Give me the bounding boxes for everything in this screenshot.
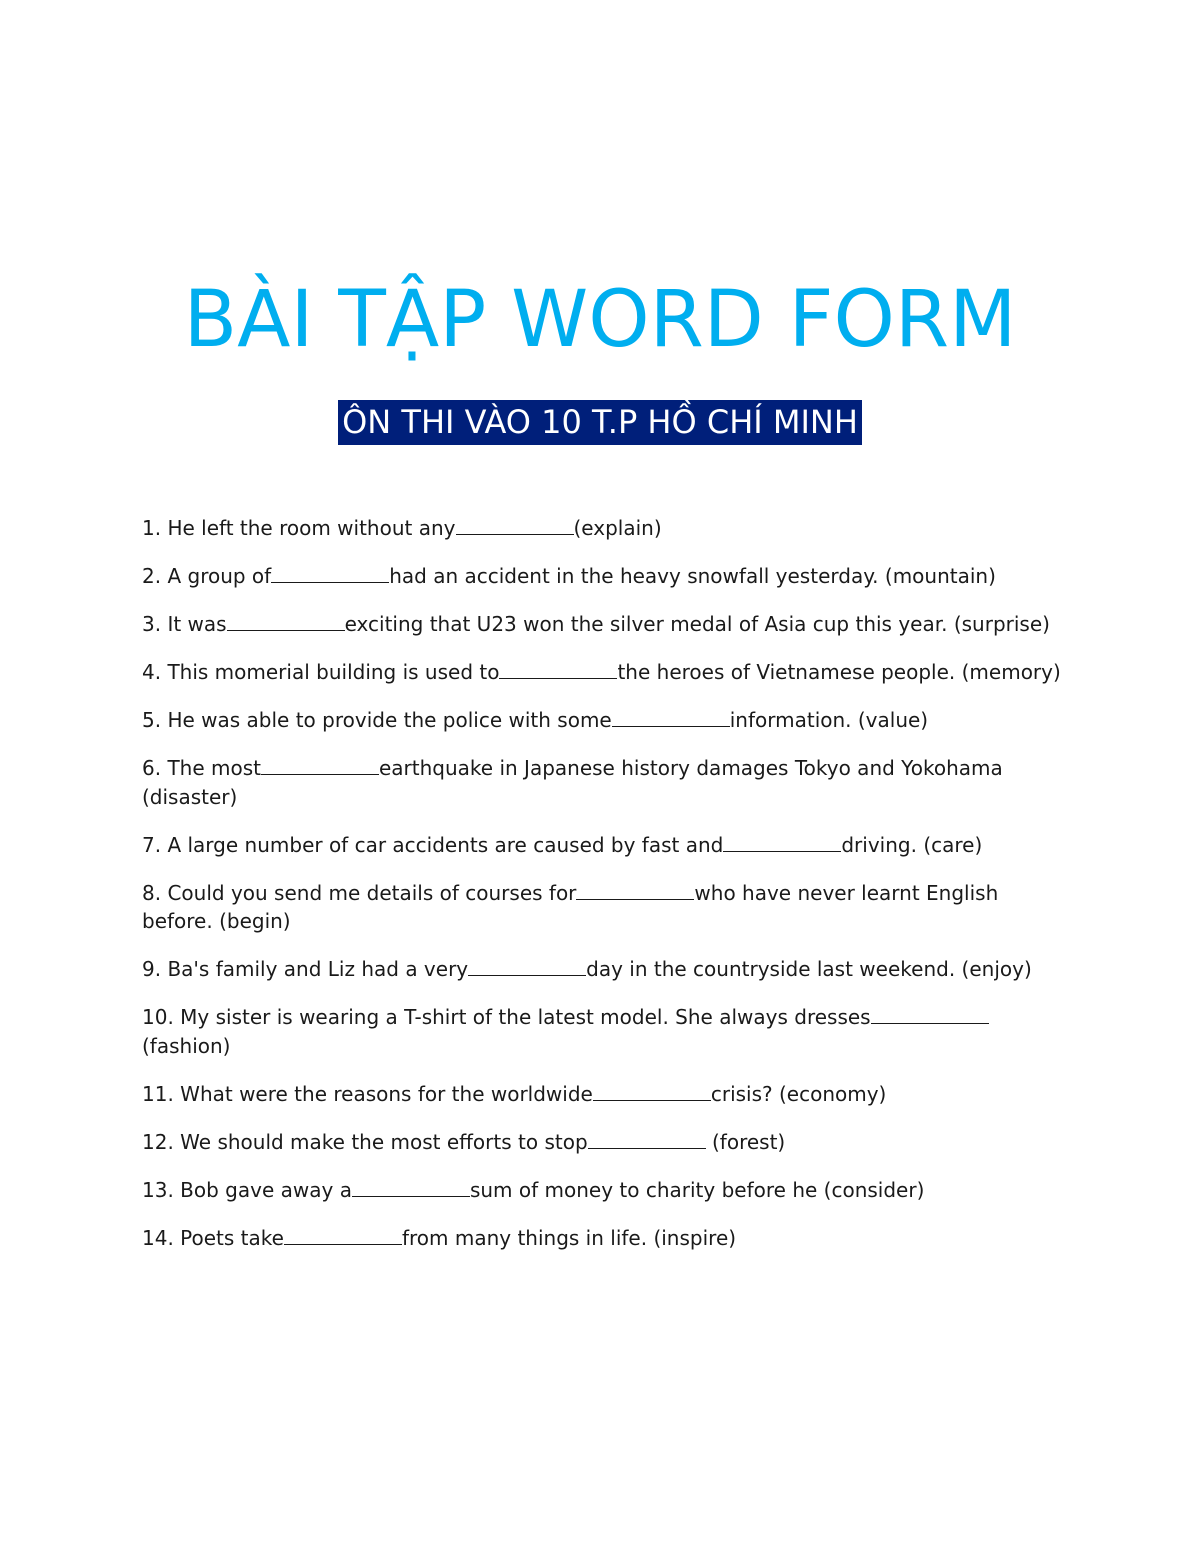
question-text-after: had an accident in the heavy snowfall yesterday. (mountain) — [389, 564, 996, 588]
question-item — [142, 955, 1072, 984]
question-number: 10. — [142, 1005, 174, 1029]
answer-blank — [456, 518, 574, 535]
question-number: 12. — [142, 1129, 174, 1154]
question-number: 3. — [142, 612, 162, 636]
question-text-before: Ba's family and Liz had a very — [167, 957, 469, 981]
question-number: 8. — [142, 880, 162, 905]
question-text-before: Could you send me details of courses for — [167, 880, 577, 905]
answer-blank — [227, 614, 345, 631]
question-text-after: crisis? (economy) — [710, 1081, 887, 1106]
question-number: 2. — [142, 564, 162, 588]
answer-blank — [588, 1132, 706, 1149]
question-text-before: Poets take — [180, 1225, 284, 1250]
answer-blank — [284, 1228, 402, 1245]
question-text-before: It was — [167, 612, 227, 636]
question-number: 6. — [142, 756, 162, 780]
answer-blank — [612, 710, 730, 727]
question-item — [142, 754, 1072, 811]
answer-blank — [871, 1007, 989, 1024]
question-item — [142, 831, 1072, 860]
question-text-after: (explain) — [573, 516, 662, 540]
question-text-before: What were the reasons for the worldwide — [180, 1081, 593, 1106]
question-item — [142, 706, 1072, 735]
question-item — [142, 1224, 1072, 1253]
question-item — [142, 1080, 1072, 1109]
question-text-after: sum of money to charity before he (consider) — [469, 1177, 925, 1202]
question-text-after: earthquake in Japanese history damages Tokyo and Yokohama (disaster) — [142, 756, 1003, 809]
question-text-before: We should make the most efforts to stop — [180, 1129, 588, 1154]
question-list — [142, 514, 1072, 1272]
worksheet-title: BÀI TẬP WORD FORM — [183, 275, 1017, 365]
question-text-after: day in the countryside last weekend. (enjoy) — [586, 957, 1032, 981]
question-number: 9. — [142, 957, 162, 981]
question-number: 4. — [142, 660, 162, 684]
question-text-after: information. (value) — [729, 708, 929, 732]
question-item — [142, 562, 1072, 591]
question-text-before: He was able to provide the police with some — [167, 708, 612, 732]
answer-blank — [593, 1084, 711, 1101]
question-text-after: (forest) — [705, 1129, 786, 1154]
question-text-after: driving. (care) — [841, 832, 983, 857]
question-item — [142, 879, 1072, 936]
question-number: 5. — [142, 708, 162, 732]
answer-blank — [576, 883, 694, 900]
question-item — [142, 1003, 1072, 1060]
question-text-before: My sister is wearing a T-shirt of the latest model. She always dresses — [180, 1005, 871, 1029]
question-item — [142, 514, 1072, 543]
question-text-after: who have never learnt English before. (begin) — [142, 880, 999, 933]
question-item — [142, 1176, 1072, 1205]
question-number: 1. — [142, 516, 162, 540]
question-number: 7. — [142, 832, 162, 857]
answer-blank — [723, 835, 841, 852]
question-number: 11. — [142, 1081, 174, 1106]
question-item — [142, 658, 1072, 687]
question-number: 13. — [142, 1177, 174, 1202]
answer-blank — [468, 959, 586, 976]
question-item — [142, 1128, 1072, 1157]
question-number: 14. — [142, 1225, 174, 1250]
question-text-after: the heroes of Vietnamese people. (memory) — [617, 660, 1061, 684]
question-text-after: (fashion) — [142, 1033, 231, 1058]
question-text-before: This momerial building is used to — [167, 660, 500, 684]
question-text-after: from many things in life. (inspire) — [401, 1225, 737, 1250]
question-text-before: Bob gave away a — [180, 1177, 352, 1202]
answer-blank — [499, 662, 617, 679]
question-text-before: A group of — [167, 564, 272, 588]
subtitle-container — [0, 400, 1200, 445]
worksheet-subtitle: ÔN THI VÀO 10 T.P HỒ CHÍ MINH — [338, 400, 862, 445]
question-text-after: exciting that U23 won the silver medal of Asia cup this year. (surprise) — [344, 612, 1050, 636]
question-item — [142, 610, 1072, 639]
question-text-before: The most — [167, 756, 261, 780]
answer-blank — [261, 758, 379, 775]
question-text-before: He left the room without any — [167, 516, 456, 540]
answer-blank — [271, 566, 389, 583]
answer-blank — [352, 1180, 470, 1197]
question-text-before: A large number of car accidents are caused by fast and — [167, 832, 724, 857]
